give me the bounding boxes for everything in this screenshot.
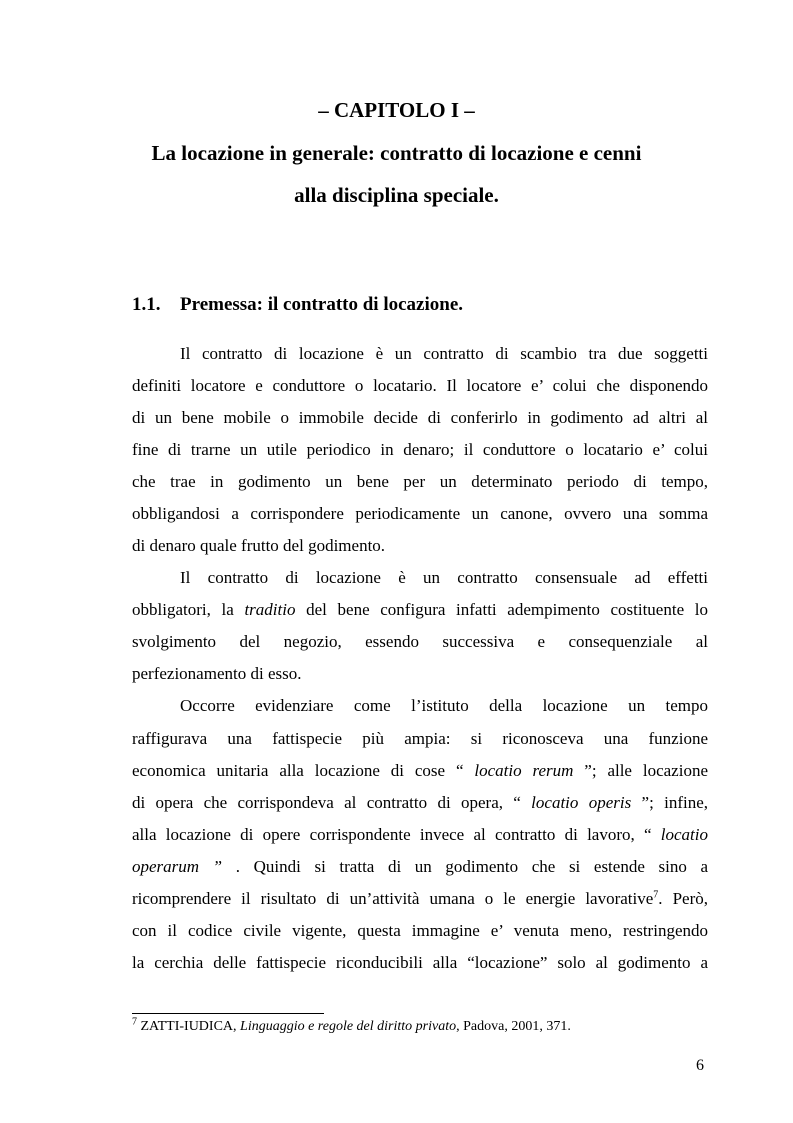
- body-line: Il contratto di locazione è un contratto consensuale ad effetti: [180, 568, 708, 587]
- body-line: Il contratto di locazione è un contratto di scambio tra due soggetti: [180, 344, 708, 363]
- body-line: di denaro quale frutto del godimento.: [132, 536, 386, 555]
- body-line: svolgimento del negozio, essendo successiva e consequenziale al: [132, 632, 708, 651]
- body-line: perfezionamento di esso.: [132, 664, 302, 683]
- chapter-subtitle-line1: La locazione in generale: contratto di locazione e cenni: [151, 141, 642, 165]
- body-line: obbligandosi a corrispondere periodicamente un canone, ovvero una somma: [132, 504, 708, 523]
- footnote: $^7$ ZATTI-IUDICA, Linguaggio e regole del diritto privato, Padova, 2001, 371.: [132, 1016, 571, 1034]
- body-line: definiti locatore e conduttore o locatario. Il locatore e’ colui che disponendo: [132, 376, 708, 395]
- body-line: alla locazione di opere corrispondente invece al contratto di lavoro, “ locatio: [132, 825, 708, 844]
- footnote-number: 7: [132, 1016, 137, 1028]
- section-title: Premessa: il contratto di locazione.: [180, 294, 463, 315]
- body-line: raffigurava una fattispecie più ampia: si riconosceva una funzione: [132, 729, 708, 748]
- page-number: 6: [696, 1057, 704, 1074]
- body-line: di un bene mobile o immobile decide di conferirlo in godimento ad altri al: [132, 408, 708, 427]
- body-line: di opera che corrispondeva al contratto di opera, “ locatio operis ”; infine,: [132, 793, 709, 812]
- chapter-subtitle-line2: alla disciplina speciale.: [294, 183, 499, 207]
- body-line: con il codice civile vigente, questa immagine e’ venuta meno, restringendo: [132, 921, 708, 940]
- footnote-separator: [132, 1013, 324, 1014]
- body-line: Occorre evidenziare come l’istituto della locazione un tempo: [180, 696, 708, 715]
- footnote-ref: 7: [653, 889, 659, 901]
- body-line: fine di trarne un utile periodico in denaro; il conduttore o locatario e’ colui: [132, 440, 708, 459]
- body-line: operarum ” . Quindi si tratta di un godimento che si estende sino a: [132, 857, 708, 876]
- section-heading: [132, 294, 463, 316]
- body-line: economica unitaria alla locazione di cose “ locatio rerum ”; alle locazione: [132, 761, 708, 780]
- body-line: ricomprendere il risultato di un’attività umana o le energie lavorative$^7$. Però,: [132, 889, 708, 908]
- body-line: obbligatori, la traditio del bene configura infatti adempimento costituente lo: [132, 600, 708, 619]
- body-line: che trae in godimento un bene per un determinato periodo di tempo,: [132, 472, 708, 491]
- section-number: 1.1.: [132, 294, 161, 315]
- chapter-title: – CAPITOLO I –: [318, 98, 475, 122]
- body-line: la cerchia delle fattispecie riconducibili alla “locazione” solo al godimento a: [132, 953, 708, 972]
